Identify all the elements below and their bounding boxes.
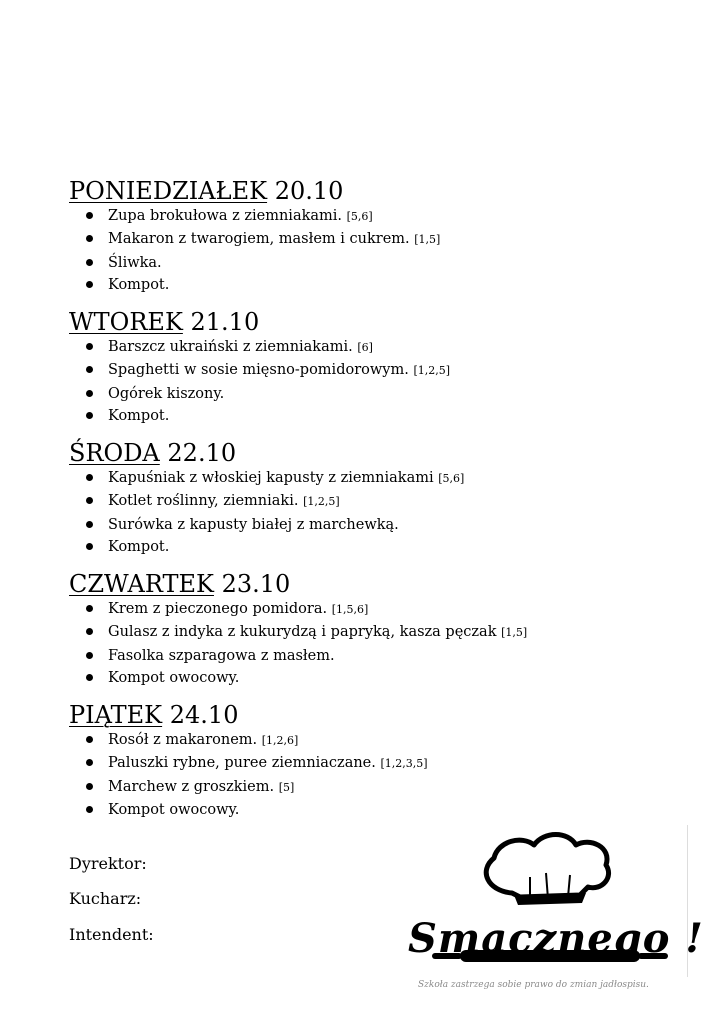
menu-item	[69, 336, 689, 359]
dish-name: Rosół z makaronem.	[108, 732, 258, 748]
bullet-icon	[86, 281, 93, 288]
menu-list	[69, 205, 689, 296]
dish-name: Śliwka.	[108, 254, 162, 271]
menu-item	[69, 799, 689, 821]
day-section-friday	[69, 701, 689, 821]
day-name: CZWARTEK	[69, 570, 214, 598]
day-name: PIĄTEK	[69, 701, 163, 729]
bullet-icon	[86, 543, 93, 550]
day-date: 24.10	[169, 701, 239, 729]
dish-name: Zupa brokułowa z ziemniakami.	[108, 208, 343, 224]
allergen-codes: [5,6]	[438, 472, 465, 485]
menu-item	[69, 274, 689, 296]
menu-item	[69, 667, 689, 689]
dish-name: Kompot.	[108, 538, 170, 555]
menu-list	[69, 729, 689, 821]
menu-item	[69, 405, 689, 427]
day-section-wednesday	[69, 439, 689, 558]
menu-item	[69, 621, 689, 644]
menu-list	[69, 336, 689, 427]
allergen-codes: [1,5]	[414, 233, 441, 247]
bullet-icon	[86, 521, 93, 528]
signature-steward: Intendent:	[69, 925, 154, 944]
menu-item	[69, 645, 689, 667]
menu-item	[69, 205, 689, 228]
smacznego-logo	[400, 825, 704, 977]
day-name: WTOREK	[69, 308, 183, 336]
bullet-icon	[86, 343, 93, 350]
bullet-icon	[86, 474, 93, 481]
disclaimer: Szkoła zastrzega sobie prawo do zmian jadłospisu.	[418, 980, 649, 990]
menu-item	[69, 490, 689, 513]
allergen-codes: [1,5,6]	[331, 603, 369, 616]
day-date: 22.10	[167, 439, 237, 467]
day-date: 20.10	[274, 177, 344, 205]
menu-item	[69, 252, 689, 274]
bullet-icon	[86, 736, 93, 743]
bullet-icon	[86, 674, 93, 681]
allergen-codes: [6]	[357, 341, 373, 354]
menu-list	[69, 598, 689, 689]
day-name: PONIEDZIAŁEK	[69, 177, 268, 205]
day-title	[69, 308, 689, 336]
bullet-icon	[86, 259, 93, 266]
dish-name: Kompot.	[108, 407, 170, 424]
dish-name: Makaron z twarogiem, masłem i cukrem.	[108, 231, 410, 248]
allergen-codes: [1,5]	[501, 626, 528, 640]
bullet-icon	[86, 605, 93, 612]
day-date: 23.10	[221, 570, 291, 598]
day-name: ŚRODA	[69, 439, 160, 467]
bullet-icon	[86, 783, 93, 790]
dish-name: Spaghetti w sosie mięsno-pomidorowym.	[108, 362, 409, 379]
dish-name: Krem z pieczonego pomidora.	[108, 601, 328, 617]
dish-name: Barszcz ukraiński z ziemniakami.	[108, 339, 353, 355]
bullet-icon	[86, 806, 93, 813]
allergen-codes: [1,2,5]	[303, 495, 340, 509]
allergen-codes: [1,2,6]	[261, 734, 299, 747]
dish-name: Gulasz z indyka z kukurydzą i papryką, kasza pęczak	[108, 624, 497, 641]
dish-name: Ogórek kiszony.	[108, 385, 225, 402]
menu-item	[69, 467, 689, 490]
day-title	[69, 701, 689, 729]
logo-text: Smacznego !	[408, 915, 704, 962]
menu-list	[69, 467, 689, 558]
signature-director: Dyrektor:	[69, 854, 147, 873]
menu-item	[69, 514, 689, 536]
dish-name: Marchew z groszkiem.	[108, 778, 275, 795]
dish-name: Surówka z kapusty białej z marchewką.	[108, 516, 399, 533]
dish-name: Fasolka szparagowa z masłem.	[108, 647, 335, 664]
allergen-codes: [5,6]	[346, 210, 373, 223]
bullet-icon	[86, 235, 93, 242]
day-section-tuesday	[69, 308, 689, 427]
dish-name: Kompot owocowy.	[108, 669, 240, 686]
menu-item	[69, 536, 689, 558]
allergen-codes: [5]	[278, 780, 295, 794]
menu-item	[69, 776, 689, 799]
day-section-thursday	[69, 570, 689, 689]
menu-item	[69, 228, 689, 251]
day-title	[69, 439, 689, 467]
dish-name: Kompot.	[108, 276, 170, 293]
allergen-codes: [1,2,5]	[413, 364, 451, 378]
bullet-icon	[86, 652, 93, 659]
day-section-monday	[69, 177, 689, 296]
menu-item	[69, 598, 689, 621]
menu-item	[69, 359, 689, 382]
day-title	[69, 177, 689, 205]
menu-item	[69, 729, 689, 752]
dish-name: Kompot owocowy.	[108, 801, 240, 818]
dish-name: Kotlet roślinny, ziemniaki.	[108, 493, 299, 510]
signature-cook: Kucharz:	[69, 889, 142, 908]
dish-name: Kapuśniak z włoskiej kapusty z ziemniakami	[108, 470, 434, 486]
bullet-icon	[86, 628, 93, 635]
bullet-icon	[86, 212, 93, 219]
day-date: 21.10	[190, 308, 260, 336]
day-title	[69, 570, 689, 598]
menu-item	[69, 383, 689, 405]
bullet-icon	[86, 759, 93, 766]
bullet-icon	[86, 366, 93, 373]
bullet-icon	[86, 390, 93, 397]
bullet-icon	[86, 497, 93, 504]
bullet-icon	[86, 412, 93, 419]
dish-name: Paluszki rybne, puree ziemniaczane.	[108, 755, 376, 772]
allergen-codes: [1,2,3,5]	[380, 757, 428, 771]
menu-item	[69, 752, 689, 775]
